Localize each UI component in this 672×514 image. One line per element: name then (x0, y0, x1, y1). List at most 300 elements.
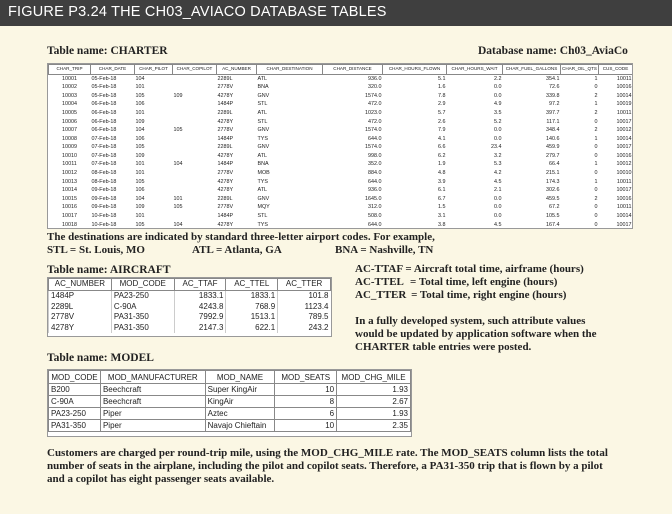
bna-code-note: BNA = Nashville, TN (335, 244, 434, 256)
charter-table-cell: 0 (594, 221, 598, 228)
charter-table-cell: 0 (594, 204, 598, 211)
charter-table-cell: 459.5 (546, 195, 560, 202)
charter-table-cell: 3.9 (438, 178, 446, 185)
charter-table-cell: 10018 (62, 221, 77, 228)
footer-note-line-2: number of seats in the airplane, including the pilot and copilot seats. Therefore, a PA31-350 trip that is flown by a pilot (47, 460, 603, 472)
charter-table-cell: 0 (594, 144, 598, 151)
model-table-cell: 8 (275, 396, 337, 408)
aircraft-column-header: AC_NUMBER (49, 279, 112, 291)
charter-table-cell: 2289L (217, 195, 233, 202)
aircraft-table-cell: PA31-350 (111, 323, 174, 334)
footer-note-line-1: Customers are charged per round-trip mile, using the MOD_CHG_MILE rate. The MOD_SEATS column lists the total (47, 447, 608, 459)
charter-table-row (49, 109, 633, 118)
legend-desc: = Total time, left engine (hours) (410, 276, 558, 288)
charter-table-cell: 09-Feb-18 (91, 187, 117, 194)
charter-table-cell: 1 (594, 135, 598, 142)
charter-table-cell: 10005 (62, 109, 77, 116)
charter-table-cell: ATL (257, 152, 267, 159)
aircraft-column-header: AC_TTER (278, 279, 331, 291)
charter-table-cell: 140.6 (546, 135, 560, 142)
charter-table-row (49, 195, 633, 204)
charter-table-cell: 10011 (616, 75, 632, 82)
model-table-cell: Navajo Chieftain (205, 420, 275, 432)
charter-table-cell: 4278Y (217, 178, 234, 185)
charter-table-cell: 104 (135, 127, 145, 134)
charter-table-row (49, 126, 633, 135)
charter-table-cell: 05-Feb-18 (91, 75, 117, 82)
charter-table-cell: 67.2 (549, 204, 560, 211)
charter-table-cell: 1574.0 (365, 92, 382, 99)
charter-table-cell: 10008 (62, 135, 77, 142)
charter-table-cell: 10006 (62, 118, 77, 125)
model-table-cell: 1.93 (337, 408, 411, 420)
charter-table-cell: 174.3 (546, 178, 560, 185)
model-table-cell: 10 (275, 384, 337, 396)
charter-table-cell: 10011 (616, 109, 632, 116)
model-table-cell: Piper (100, 408, 205, 420)
charter-table-cell: 1 (594, 101, 598, 108)
charter-table-cell: 1484P (217, 161, 234, 168)
charter-table-cell: 101 (135, 84, 145, 91)
charter-table-cell: 09-Feb-18 (91, 195, 117, 202)
aircraft-table-cell: 7992.9 (174, 312, 226, 323)
charter-table-cell: 0 (594, 213, 598, 220)
aircraft-table-cell: 622.1 (226, 323, 278, 334)
aircraft-table-cell: 1513.1 (226, 312, 278, 323)
charter-table-cell (173, 83, 217, 92)
destinations-note-line: The destinations are indicated by standard three-letter airport codes. For example, (47, 231, 435, 243)
charter-table-cell: 2.6 (438, 118, 446, 125)
database-name-label: Database name: Ch03_AviaCo (478, 45, 628, 57)
charter-table-cell: 10019 (616, 101, 632, 108)
charter-table-cell: 109 (173, 92, 183, 99)
charter-table-cell: 6.6 (438, 144, 446, 151)
charter-table-cell: 508.0 (368, 213, 382, 220)
charter-table-cell: 10001 (62, 75, 77, 82)
charter-table-cell: 644.0 (368, 135, 382, 142)
charter-table-cell: 312.0 (368, 204, 382, 211)
charter-column-header: CHAR_OIL_QTS (561, 65, 599, 75)
charter-table-cell: 105 (135, 144, 145, 151)
aircraft-table-cell: C-90A (111, 302, 174, 313)
charter-table-cell: GNV (257, 144, 270, 151)
model-table-cell: 6 (275, 408, 337, 420)
charter-table-cell: 2289L (217, 75, 233, 82)
charter-table-row (49, 221, 633, 229)
charter-table-cell: 4278Y (217, 152, 234, 159)
charter-table-cell: 4278Y (217, 187, 234, 194)
aircraft-table-cell: 4278Y (49, 323, 112, 334)
model-column-header: MOD_MANUFACTURER (100, 371, 205, 384)
charter-table-cell: 4.2 (494, 170, 502, 177)
aircraft-column-header: MOD_CODE (111, 279, 174, 291)
charter-table-cell: 0 (594, 84, 598, 91)
charter-table-cell: 279.7 (546, 152, 560, 159)
charter-table-cell: GNV (257, 127, 270, 134)
charter-table-cell: 106 (135, 135, 145, 142)
charter-table-cell: 1 (594, 178, 598, 185)
charter-column-header: CHAR_PILOT (135, 65, 173, 75)
charter-table-cell: 10011 (616, 178, 632, 185)
aircraft-column-header: AC_TTEL (226, 279, 278, 291)
charter-table-cell: 4278Y (217, 118, 234, 125)
aircraft-table-row (49, 302, 331, 313)
charter-table-cell: 07-Feb-18 (91, 152, 117, 159)
model-table-row (49, 396, 411, 408)
charter-table-cell: 4.5 (494, 221, 502, 228)
charter-table-cell: 1023.0 (365, 109, 382, 116)
charter-table-cell: 105 (135, 92, 145, 99)
charter-table-cell: 104 (135, 195, 145, 202)
aircraft-table-cell: 2147.3 (174, 323, 226, 334)
charter-table-cell: 4278Y (217, 92, 234, 99)
charter-table-cell: 10011 (62, 161, 77, 168)
charter-table-cell: 0.0 (494, 127, 502, 134)
charter-table-cell: 07-Feb-18 (91, 144, 117, 151)
charter-column-header: CUS_CODE (599, 65, 633, 75)
charter-table-cell: 10016 (616, 84, 632, 91)
charter-table-cell: 105 (173, 127, 183, 134)
charter-table-cell: 101 (135, 213, 145, 220)
charter-table-cell: 1.5 (438, 204, 446, 211)
charter-table-cell: 1484P (217, 135, 234, 142)
charter-table-cell: 215.1 (546, 170, 560, 177)
aircraft-table-cell: 1833.1 (174, 291, 226, 302)
legend-ttaf (355, 263, 584, 275)
charter-table-cell: 05-Feb-18 (91, 84, 117, 91)
model-table-cell: B200 (49, 384, 101, 396)
aircraft-table-row (49, 323, 331, 334)
model-table-cell: KingAir (205, 396, 275, 408)
charter-table-cell: 302.6 (546, 187, 560, 194)
aircraft-table-cell: 1833.1 (226, 291, 278, 302)
aircraft-table-cell: PA23-250 (111, 291, 174, 302)
charter-column-header: CHAR_COPILOT (173, 65, 217, 75)
charter-table-cell: 4.5 (494, 178, 502, 185)
footer-note-line-3: and a copilot has eight passenger seats available. (47, 473, 275, 485)
charter-table-cell: ATL (257, 187, 267, 194)
charter-column-header: CHAR_HOURS_WAIT (447, 65, 503, 75)
charter-table-cell: 109 (135, 152, 145, 159)
legend-code: AC-TTAF (355, 263, 403, 275)
charter-table-cell: 117.1 (546, 118, 560, 125)
charter-table-cell: 348.4 (546, 127, 560, 134)
charter-table-cell: 10017 (616, 144, 632, 151)
charter-table-cell: 101 (135, 109, 145, 116)
charter-table-cell: 104 (173, 221, 183, 228)
developed-note-line-2: would be updated by application software when the (355, 328, 597, 340)
model-table-cell: Aztec (205, 408, 275, 420)
stl-code-note: STL = St. Louis, MO (47, 244, 145, 256)
charter-table-cell: 6.1 (438, 187, 446, 194)
charter-table-cell (173, 135, 217, 144)
aircraft-table-cell: 243.2 (278, 323, 331, 334)
charter-table-cell: 10017 (616, 221, 632, 228)
model-column-header: MOD_CHG_MILE (337, 371, 411, 384)
charter-table-cell: 105.5 (546, 213, 560, 220)
charter-table-cell (173, 212, 217, 221)
charter-table-cell: 07-Feb-18 (91, 135, 117, 142)
model-table-row (49, 384, 411, 396)
charter-table-row (49, 143, 633, 152)
charter-table-cell: ATL (257, 109, 267, 116)
aircraft-table (48, 278, 331, 333)
legend-desc: = Aircraft total time, airframe (hours) (405, 263, 584, 275)
charter-table-cell: 10012 (616, 127, 632, 134)
charter-table-row (49, 152, 633, 161)
charter-table-cell: 644.0 (368, 178, 382, 185)
figure-title-bar (0, 0, 672, 26)
charter-table-cell: 1484P (217, 213, 234, 220)
aircraft-header-row (49, 279, 331, 291)
charter-table-cell: 10017 (616, 118, 632, 125)
charter-table-cell: STL (257, 213, 268, 220)
charter-table-cell: 10017 (616, 187, 632, 194)
model-table-row (49, 408, 411, 420)
charter-table-cell: 2 (594, 92, 598, 99)
aircraft-table-cell: 1123.4 (278, 302, 331, 313)
charter-table-cell: 105 (135, 221, 145, 228)
charter-table-cell: 3.2 (494, 152, 502, 159)
charter-table-cell: 109 (135, 204, 145, 211)
charter-table-cell: 2 (594, 195, 598, 202)
charter-table-cell: 10010 (616, 170, 632, 177)
charter-table-cell: MOB (257, 170, 270, 177)
aircraft-table-cell: 768.9 (226, 302, 278, 313)
charter-table-cell: 1 (594, 161, 598, 168)
charter-table-cell: 101 (135, 161, 145, 168)
charter-column-header: CHAR_FUEL_GALLONS (503, 65, 561, 75)
aircraft-table-container (47, 277, 332, 337)
charter-table-cell: 2778V (217, 127, 234, 134)
model-column-header: MOD_CODE (49, 371, 101, 384)
charter-table-cell: BNA (257, 161, 269, 168)
charter-table-cell: 0.0 (494, 92, 502, 99)
charter-table-cell: 2289L (217, 109, 233, 116)
model-table-cell: 10 (275, 420, 337, 432)
charter-table-label: Table name: CHARTER (47, 45, 168, 57)
charter-table-cell: 10011 (616, 204, 632, 211)
legend-code: AC_TTER (355, 289, 407, 301)
charter-table-cell: 72.6 (549, 84, 560, 91)
charter-table-cell: 2.1 (494, 187, 502, 194)
charter-table-cell: 0 (594, 170, 598, 177)
charter-table-row (49, 117, 633, 126)
charter-table-cell: 10002 (62, 84, 77, 91)
charter-table-cell: 06-Feb-18 (91, 118, 117, 125)
charter-table-cell: 105 (173, 204, 183, 211)
charter-table-row (49, 203, 633, 212)
charter-table-container (47, 63, 633, 229)
charter-table-cell: 2.9 (438, 101, 446, 108)
charter-table-cell: 3.1 (438, 213, 446, 220)
charter-table-cell: 167.4 (546, 221, 560, 228)
charter-table-cell: ATL (257, 75, 267, 82)
charter-table-cell (173, 143, 217, 152)
charter-table-cell: TYS (257, 221, 268, 228)
charter-table-cell: 0 (594, 152, 598, 159)
charter-table-cell: 472.0 (368, 101, 382, 108)
charter-table-cell: 4278Y (217, 221, 234, 228)
charter-table-cell: 06-Feb-18 (91, 109, 117, 116)
charter-table-cell: 0.0 (494, 204, 502, 211)
charter-table-cell: 0.0 (494, 195, 502, 202)
charter-header-row (49, 65, 633, 75)
charter-table-cell: 1645.0 (365, 195, 382, 202)
charter-table-cell: 998.0 (368, 152, 382, 159)
charter-table-cell: 10009 (62, 144, 77, 151)
charter-table-cell: 3.5 (494, 109, 502, 116)
model-table-cell: Beechcraft (100, 396, 205, 408)
charter-table-cell: 2778V (217, 204, 234, 211)
charter-table-cell: 7.9 (438, 127, 446, 134)
charter-table-cell: 5.7 (438, 109, 446, 116)
charter-column-header: CHAR_DATE (91, 65, 135, 75)
model-table-cell: PA23-250 (49, 408, 101, 420)
charter-table-cell: 05-Feb-18 (91, 92, 117, 99)
aircraft-column-header: AC_TTAF (174, 279, 226, 291)
charter-table-cell: 08-Feb-18 (91, 170, 117, 177)
aircraft-table-cell: 1484P (49, 291, 112, 302)
charter-table-cell: 10014 (616, 135, 632, 142)
charter-table-cell: TYS (257, 178, 268, 185)
charter-table-cell: 10014 (616, 213, 632, 220)
charter-table-cell: 936.0 (368, 75, 382, 82)
charter-table-cell: 352.0 (368, 161, 382, 168)
charter-column-header: AC_NUMBER (217, 65, 257, 75)
charter-table-cell: 4.1 (438, 135, 446, 142)
charter-table-cell: 884.0 (368, 170, 382, 177)
aircraft-table-label: Table name: AIRCRAFT (47, 264, 171, 276)
charter-table-cell: 2 (594, 127, 598, 134)
legend-desc: = Total time, right engine (hours) (411, 289, 567, 301)
charter-table-cell: 4.8 (438, 170, 446, 177)
charter-column-header: CHAR_HOURS_FLOWN (383, 65, 447, 75)
charter-table-cell: 06-Feb-18 (91, 127, 117, 134)
charter-table-cell: 10012 (62, 170, 77, 177)
charter-table-cell (173, 100, 217, 109)
charter-table-cell: 08-Feb-18 (91, 178, 117, 185)
charter-table-cell: 10-Feb-18 (91, 221, 117, 228)
charter-table-cell: 1574.0 (365, 144, 382, 151)
charter-table-cell: STL (257, 118, 268, 125)
charter-table-cell: 10014 (616, 92, 632, 99)
model-table-cell: Super KingAir (205, 384, 275, 396)
charter-table-cell: 936.0 (368, 187, 382, 194)
charter-table-row (49, 212, 633, 221)
charter-table-cell: GNV (257, 92, 270, 99)
charter-table-cell: 2778V (217, 84, 234, 91)
charter-table-cell: 10013 (62, 178, 77, 185)
model-table-cell: Beechcraft (100, 384, 205, 396)
charter-table-cell: 10016 (616, 195, 632, 202)
aircraft-table-cell: 2778V (49, 312, 112, 323)
charter-table-cell: 0.0 (494, 213, 502, 220)
charter-table-cell: 1.6 (438, 84, 446, 91)
charter-table-cell: 0 (594, 118, 598, 125)
charter-table-cell: GNV (257, 195, 270, 202)
model-table-container (47, 369, 412, 437)
charter-table-cell: TYS (257, 135, 268, 142)
aircraft-table-cell: 4243.8 (174, 302, 226, 313)
charter-table-cell: 1484P (217, 101, 234, 108)
charter-table-cell: 3.8 (438, 221, 446, 228)
charter-column-header: CHAR_DISTANCE (323, 65, 383, 75)
legend-ttel (355, 276, 557, 288)
charter-table-cell (173, 117, 217, 126)
model-column-header: MOD_NAME (205, 371, 275, 384)
model-table-cell: 1.93 (337, 384, 411, 396)
model-table-row (49, 420, 411, 432)
charter-table-cell: STL (257, 101, 268, 108)
legend-code: AC-TTEL (355, 276, 404, 288)
charter-table-cell: 10004 (62, 101, 77, 108)
charter-table-cell: 6.2 (438, 152, 446, 159)
model-column-header: MOD_SEATS (275, 371, 337, 384)
aircraft-table-cell: 101.8 (278, 291, 331, 302)
model-table (48, 370, 411, 432)
charter-body (49, 74, 633, 229)
charter-table-cell: 106 (135, 101, 145, 108)
charter-table-row (49, 160, 633, 169)
charter-table-cell: 10007 (62, 127, 77, 134)
charter-table-cell: 2.2 (494, 75, 502, 82)
charter-table-cell: 4.9 (494, 101, 502, 108)
charter-table-cell: 459.9 (546, 144, 560, 151)
charter-table-cell: 106 (135, 187, 145, 194)
figure-title: FIGURE P3.24 THE CH03_AVIACO DATABASE TABLES (8, 4, 387, 20)
charter-table-cell: 10-Feb-18 (91, 213, 117, 220)
charter-table (48, 64, 633, 229)
charter-table-cell: 06-Feb-18 (91, 101, 117, 108)
charter-table-cell: 2289L (217, 144, 233, 151)
model-table-label: Table name: MODEL (47, 352, 154, 364)
charter-table-cell: 644.0 (368, 221, 382, 228)
charter-table-cell: 10017 (62, 213, 77, 220)
charter-table-cell: 10012 (616, 161, 632, 168)
charter-table-row (49, 92, 633, 101)
model-table-cell: 2.35 (337, 420, 411, 432)
model-table-cell: 2.67 (337, 396, 411, 408)
charter-table-cell: 10014 (62, 187, 77, 194)
charter-table-row (49, 83, 633, 92)
charter-table-cell: 10016 (616, 152, 632, 159)
legend-tter (355, 289, 566, 301)
aircraft-table-cell: PA31-350 (111, 312, 174, 323)
charter-table-row (49, 135, 633, 144)
aircraft-table-row (49, 291, 331, 302)
charter-table-cell: BNA (257, 84, 269, 91)
model-table-cell: C-90A (49, 396, 101, 408)
charter-table-row (49, 178, 633, 187)
charter-table-row (49, 74, 633, 83)
aircraft-table-cell: 789.5 (278, 312, 331, 323)
charter-table-cell: 07-Feb-18 (91, 161, 117, 168)
charter-table-cell: 1.9 (438, 161, 446, 168)
charter-table-cell: 320.0 (368, 84, 382, 91)
charter-table-cell: 1 (594, 75, 598, 82)
charter-table-cell: 472.0 (368, 118, 382, 125)
charter-table-cell: 5.3 (494, 161, 502, 168)
charter-table-cell: 09-Feb-18 (91, 204, 117, 211)
charter-table-cell: 23.4 (491, 144, 502, 151)
model-body (49, 384, 411, 432)
aircraft-table-row (49, 312, 331, 323)
charter-table-cell: 5.1 (438, 75, 446, 82)
charter-table-row (49, 100, 633, 109)
charter-table-cell: 0.0 (494, 84, 502, 91)
charter-table-cell: 397.7 (546, 109, 560, 116)
